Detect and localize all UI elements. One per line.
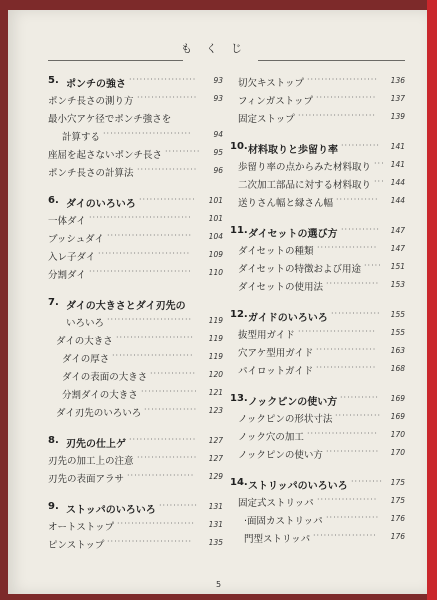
toc-section-entry[interactable] [230, 444, 405, 462]
toc-section-entry[interactable] [48, 330, 223, 348]
toc-section-entry[interactable] [48, 348, 223, 366]
leader-dots: ·········· [165, 147, 201, 156]
leader-dots: ··········· [341, 225, 380, 234]
toc-section-entry[interactable] [230, 258, 405, 276]
leader-dots: ··············· [144, 405, 198, 414]
page-reference: 119 [208, 316, 223, 325]
page-reference: 131 [208, 520, 223, 529]
page-reference: 141 [390, 160, 405, 169]
leader-dots: ················ [139, 195, 196, 204]
leader-dots: ························ [107, 537, 193, 546]
toc-section-entry[interactable] [230, 528, 405, 546]
section-gap [230, 462, 405, 474]
page-reference: 127 [208, 454, 223, 463]
book-spine [427, 0, 437, 600]
section-title: 抜型用ガイド [238, 330, 295, 341]
toc-section-entry[interactable] [48, 384, 223, 402]
chapter-title: ストリッパのいろいろ [248, 481, 348, 492]
page-reference: 93 [213, 94, 223, 103]
page-reference: 151 [390, 262, 405, 271]
leader-dots: ·············· [331, 309, 381, 318]
leader-dots: ······················ [298, 111, 376, 120]
chapter-number: 13. [230, 393, 248, 404]
leader-dots: ················· [137, 165, 198, 174]
section-title: 計算する [62, 132, 101, 143]
page-reference: 169 [390, 412, 405, 421]
page-reference: 101 [208, 196, 223, 205]
leader-dots: ················· [316, 93, 377, 102]
leader-dots: ················· [316, 363, 377, 372]
toc-section-entry[interactable] [48, 468, 223, 486]
page-reference: 129 [208, 472, 223, 481]
leader-dots: ················· [137, 453, 198, 462]
toc-section-entry[interactable] [48, 264, 223, 282]
leader-dots: ··· [374, 159, 385, 168]
toc-section-entry[interactable] [230, 192, 405, 210]
leader-dots: ··········· [341, 141, 380, 150]
toc-section-entry[interactable] [48, 450, 223, 468]
page-reference: 163 [390, 346, 405, 355]
section-title: ポンチ長さの計算法 [48, 168, 134, 179]
page-reference: 93 [213, 76, 223, 85]
section-title: 入レ子ダイ [48, 252, 96, 263]
section-title: 座屈を起さないポンチ長さ [48, 150, 163, 161]
page-reference: 170 [390, 430, 405, 439]
leader-dots: ························ [107, 315, 193, 324]
leader-dots: ····· [364, 261, 382, 270]
section-title: ·面固カストリッパ [244, 516, 323, 527]
page-reference: 144 [390, 196, 405, 205]
page-reference: 147 [390, 244, 405, 253]
toc-section-entry[interactable] [230, 360, 405, 378]
toc-section-entry[interactable] [230, 276, 405, 294]
section-title: ダイの表面の大きさ [62, 372, 148, 383]
page-reference: 136 [390, 76, 405, 85]
leader-dots: ············· [150, 369, 197, 378]
leader-dots: ··············· [326, 447, 380, 456]
toc-section-entry[interactable] [48, 366, 223, 384]
section-title: ダイの大きさ [56, 336, 113, 347]
chapter-title: ガイドのいろいろ [248, 313, 328, 324]
page-reference: 137 [390, 94, 405, 103]
page-reference: 153 [390, 280, 405, 289]
leader-dots: ··················· [127, 471, 195, 480]
chapter-number: 10. [230, 141, 248, 152]
toc-chapter-entry[interactable] [230, 222, 405, 240]
leader-dots: ······················ [117, 519, 195, 528]
toc-section-entry[interactable] [48, 228, 223, 246]
chapter-title: ダイの大きさとダイ刃先の [66, 301, 186, 312]
chapter-number: 9. [48, 501, 59, 512]
toc-chapter-entry[interactable] [230, 474, 405, 492]
toc-section-entry[interactable] [48, 162, 223, 180]
page-reference: 123 [208, 406, 223, 415]
leader-dots: ················· [317, 243, 378, 252]
toc-section-entry[interactable] [230, 156, 405, 174]
chapter-number: 5. [48, 75, 59, 86]
page-reference: 104 [208, 232, 223, 241]
toc-section-entry[interactable] [48, 144, 223, 162]
leader-dots: ······················· [112, 351, 194, 360]
page-reference: 95 [213, 148, 223, 157]
section-title: ピンストップ [48, 540, 105, 551]
toc-section-entry[interactable] [48, 108, 223, 126]
leader-dots: ····························· [89, 267, 192, 276]
section-title: 最小穴アケ径でポンチ強さを [48, 114, 172, 125]
section-title: ポンチ長さの測り方 [48, 96, 134, 107]
leader-dots: ············ [336, 195, 379, 204]
page-reference: 131 [208, 502, 223, 511]
section-title: 刃先の表面アラサ [48, 474, 125, 485]
toc-section-entry[interactable] [230, 408, 405, 426]
leader-dots: ··················· [129, 435, 197, 444]
leader-dots: ················· [316, 345, 377, 354]
leader-dots: ··· [374, 177, 385, 186]
section-title: 刃先の加工上の注意 [48, 456, 134, 467]
toc-right-column [230, 72, 405, 546]
page-reference: 155 [390, 310, 405, 319]
section-title: 二次加工部品に対する材料取り [238, 180, 372, 191]
section-title: 送りさん幅と縁さん幅 [238, 198, 334, 209]
leader-dots: ···················· [307, 429, 378, 438]
page-reference: 121 [208, 388, 223, 397]
page-title: もくじ [181, 42, 256, 55]
section-title: オートストップ [48, 522, 115, 533]
chapter-title: ダイセットの選び方 [248, 229, 338, 240]
leader-dots: ········· [351, 477, 383, 486]
leader-dots: ················· [317, 495, 378, 504]
section-title: ノック穴の加工 [238, 432, 304, 443]
section-gap [48, 486, 223, 498]
leader-dots: ························ [107, 231, 193, 240]
section-title: パイロットガイド [238, 366, 314, 377]
toc-chapter-entry[interactable] [230, 138, 405, 156]
leader-dots: ··········· [159, 501, 198, 510]
page-reference: 176 [390, 532, 405, 541]
leader-dots: ··············· [326, 513, 380, 522]
page-reference: 96 [213, 166, 223, 175]
page-reference: 94 [213, 130, 223, 139]
toc-chapter-entry[interactable] [48, 192, 223, 210]
leader-dots: ················· [137, 93, 198, 102]
toc-chapter-entry[interactable] [48, 72, 223, 90]
toc-section-entry[interactable] [48, 534, 223, 552]
toc-section-entry[interactable] [230, 72, 405, 90]
page-reference: 169 [390, 394, 405, 403]
page-reference: 155 [390, 328, 405, 337]
leader-dots: ····························· [89, 213, 192, 222]
section-gap [230, 210, 405, 222]
leader-dots: ················ [141, 387, 198, 396]
section-title: ダイの厚さ [62, 354, 110, 365]
section-title: 門型ストリッパ [244, 534, 311, 545]
section-title: 分割ダイの大きさ [62, 390, 138, 401]
page-reference: 127 [208, 436, 223, 445]
page-reference: 144 [390, 178, 405, 187]
toc-section-entry[interactable] [48, 210, 223, 228]
section-title: ダイセットの特徴および用途 [238, 264, 362, 275]
page-reference: 135 [208, 538, 223, 547]
leader-dots: ······················ [116, 333, 194, 342]
section-gap [230, 378, 405, 390]
section-title: ノックピンの形状寸法 [238, 414, 333, 425]
page-reference: 101 [208, 214, 223, 223]
header-rule-right [258, 60, 405, 61]
toc-section-entry[interactable] [230, 342, 405, 360]
toc-section-entry[interactable] [48, 402, 223, 420]
leader-dots: ···················· [307, 75, 378, 84]
section-title: フィンガストップ [238, 96, 313, 107]
section-title: 歩留り率の点からみた材料取り [238, 162, 372, 173]
toc-section-entry[interactable] [48, 246, 223, 264]
page-reference: 141 [390, 142, 405, 151]
section-title: 固定式ストリッパ [238, 498, 314, 509]
page-reference: 175 [390, 496, 405, 505]
leader-dots: ······················ [298, 327, 376, 336]
toc-section-entry[interactable] [230, 492, 405, 510]
section-title: ダイセットの使用法 [238, 282, 324, 293]
chapter-title: ストッパのいろいろ [66, 505, 156, 516]
toc-section-entry[interactable] [230, 510, 405, 528]
toc-section-entry[interactable] [48, 312, 223, 330]
chapter-number: 14. [230, 477, 248, 488]
section-title: ブッシュダイ [48, 234, 104, 245]
section-title: 分割ダイ [48, 270, 86, 281]
leader-dots: ··················· [129, 75, 197, 84]
section-title: ノックピンの使い方 [238, 450, 323, 461]
page-reference: 170 [390, 448, 405, 457]
toc-chapter-entry[interactable] [48, 498, 223, 516]
page-reference: 139 [390, 112, 405, 121]
leader-dots: ··············· [326, 279, 380, 288]
toc-chapter-entry[interactable] [230, 390, 405, 408]
chapter-number: 12. [230, 309, 248, 320]
page-reference: 109 [208, 250, 223, 259]
chapter-title: ダイのいろいろ [66, 199, 136, 210]
chapter-title: ポンチの強さ [66, 79, 126, 90]
chapter-title: 材料取りと歩留り率 [248, 145, 338, 156]
section-title: ダイ刃先のいろいろ [56, 408, 142, 419]
chapter-number: 7. [48, 297, 59, 308]
toc-section-entry[interactable] [230, 240, 405, 258]
section-gap [48, 420, 223, 432]
page-reference: 110 [208, 268, 223, 277]
toc-section-entry[interactable] [48, 516, 223, 534]
page-reference: 119 [208, 352, 223, 361]
page-reference: 175 [390, 478, 405, 487]
header-rule-left [48, 60, 183, 61]
toc-chapter-entry[interactable] [48, 432, 223, 450]
section-gap [48, 180, 223, 192]
page-reference: 176 [390, 514, 405, 523]
page-reference: 119 [208, 334, 223, 343]
toc-section-entry[interactable] [230, 426, 405, 444]
section-title: いろいろ [66, 318, 105, 329]
chapter-number: 11. [230, 225, 248, 236]
section-title: 固定ストップ [238, 114, 295, 125]
section-title: 切欠キストップ [238, 78, 305, 89]
chapter-number: 8. [48, 435, 59, 446]
leader-dots: ·························· [98, 249, 191, 258]
toc-section-entry[interactable] [48, 126, 223, 144]
page-reference: 120 [208, 370, 223, 379]
page-number: 5 [215, 580, 222, 589]
chapter-title: 刃先の仕上ゲ [66, 439, 126, 450]
section-gap [230, 294, 405, 306]
toc-section-entry[interactable] [230, 324, 405, 342]
toc-section-entry[interactable] [230, 174, 405, 192]
chapter-title: ノックピンの使い方 [248, 397, 338, 408]
chapter-number: 6. [48, 195, 59, 206]
leader-dots: ························· [103, 129, 192, 138]
section-gap [230, 126, 405, 138]
page-reference: 168 [390, 364, 405, 373]
section-gap [48, 282, 223, 294]
toc-section-entry[interactable] [230, 108, 405, 126]
toc-left-column [48, 72, 223, 552]
page-reference: 147 [390, 226, 405, 235]
section-title: 一体ダイ [48, 216, 86, 227]
section-title: 穴アケ型用ガイド [238, 348, 314, 359]
toc-chapter-entry[interactable] [48, 294, 223, 312]
section-title: ダイセットの種類 [238, 246, 314, 257]
toc-section-entry[interactable] [230, 90, 405, 108]
toc-chapter-entry[interactable] [230, 306, 405, 324]
leader-dots: ·················· [313, 531, 377, 540]
toc-section-entry[interactable] [48, 90, 223, 108]
leader-dots: ············· [335, 411, 382, 420]
leader-dots: ··········· [340, 393, 379, 402]
